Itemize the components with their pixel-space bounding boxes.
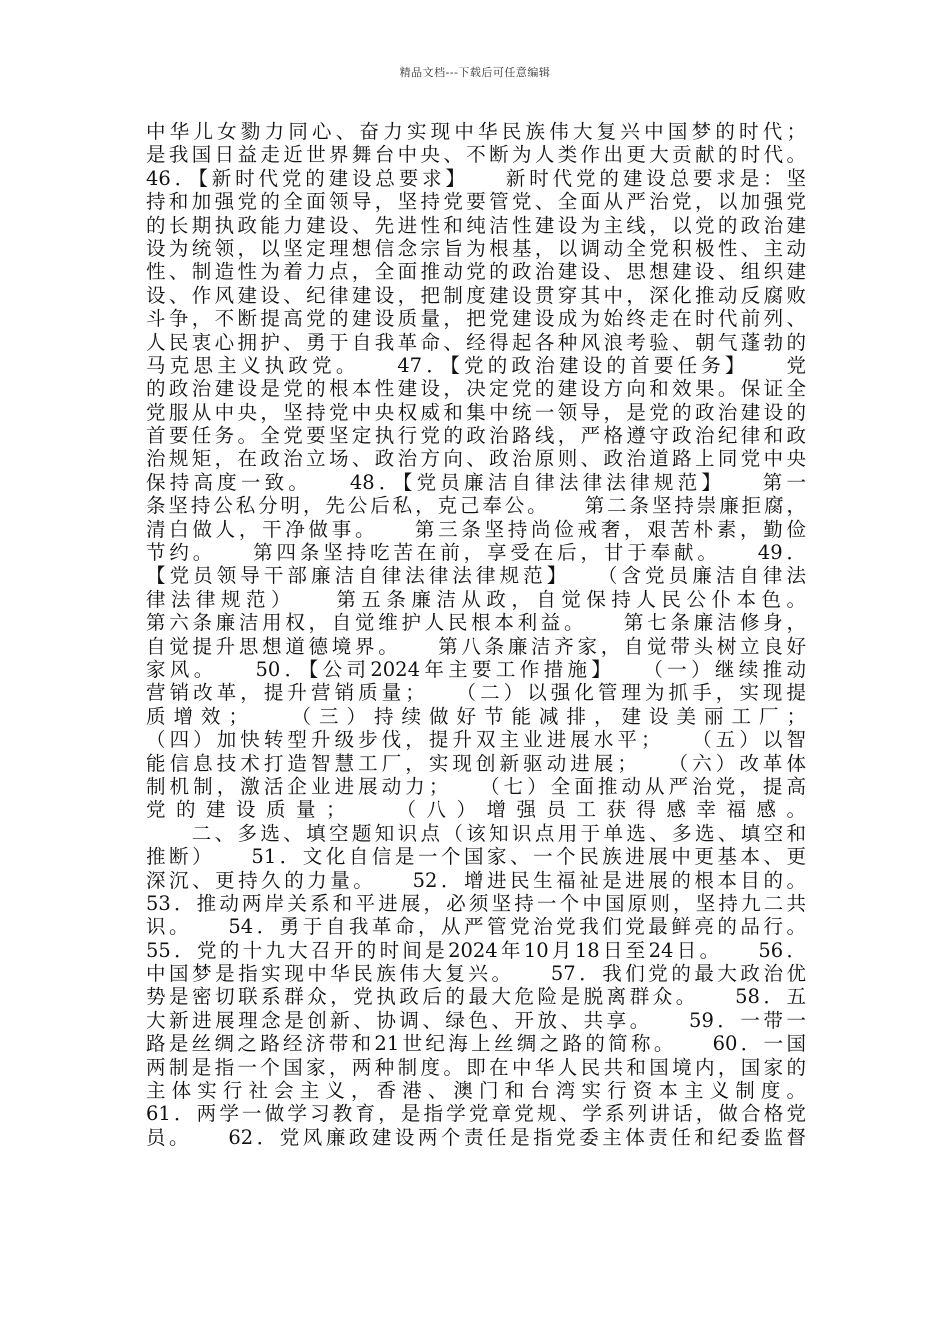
- text-line: 主体实行社会主义，香港、澳门和台湾实行资本主义制度。: [146, 1079, 806, 1103]
- text-line: 中华儿女勠力同心、奋力实现中华民族伟大复兴中国梦的时代；: [146, 120, 806, 143]
- text-line: 是我国日益走近世界舞台中央、不断为人类作出更大贡献的时代。: [146, 143, 806, 167]
- text-line: 设、作风建设、纪律建设，把制度建设贯穿其中，深化推动反腐败: [146, 283, 806, 307]
- text-line: 营销改革，提升营销质量； （二）以强化管理为抓手，实现提: [146, 681, 806, 705]
- text-line: 党的建设质量； （八）增强员工获得感幸福感。: [146, 798, 806, 822]
- text-line: 党服从中央，坚持党中央权威和集中统一领导，是党的政治建设的: [146, 400, 806, 424]
- text-line: 人民衷心拥护、勇于自我革命、经得起各种风浪考验、朝气蓬勃的: [146, 330, 806, 354]
- text-line: 制机制，激活企业进展动力； （七）全面推动从严治党，提高: [146, 774, 806, 798]
- text-line: 55．党的十九大召开的时间是2024年10月18日至24日。 56．: [146, 938, 806, 962]
- text-line: 持和加强党的全面领导，坚持党要管党、全面从严治党，以加强党: [146, 190, 806, 214]
- text-line: 家风。 50．【公司2024年主要工作措施】 （一）继续推动: [146, 657, 806, 681]
- text-line: 二、多选、填空题知识点（该知识点用于单选、多选、填空和: [146, 821, 806, 845]
- text-line: 第六条廉洁用权，自觉维护人民根本利益。 第七条廉洁修身，: [146, 611, 806, 635]
- text-line: 深沉、更持久的力量。 52．增进民生福祉是进展的根本目的。: [146, 868, 806, 892]
- text-line: 两制是指一个国家，两种制度。即在中华人民共和国境内，国家的: [146, 1055, 806, 1079]
- text-line: 节约。 第四条坚持吃苦在前，享受在后，甘于奉献。 49．: [146, 541, 806, 565]
- text-line: 员。 62．党风廉政建设两个责任是指党委主体责任和纪委监督: [146, 1125, 806, 1149]
- text-line: 治规矩，在政治立场、政治方向、政治原则、政治道路上同党中央: [146, 447, 806, 471]
- text-line: 清白做人，干净做事。 第三条坚持尚俭戒奢，艰苦朴素，勤俭: [146, 517, 806, 541]
- text-line: 律法律规范） 第五条廉洁从政，自觉保持人民公仆本色。: [146, 587, 806, 611]
- text-line: 性、制造性为着力点，全面推动党的政治建设、思想建设、组织建: [146, 260, 806, 284]
- text-line: 大新进展理念是创新、协调、绿色、开放、共享。 59．一带一: [146, 1008, 806, 1032]
- text-line: 推断） 51．文化自信是一个国家、一个民族进展中更基本、更: [146, 845, 806, 869]
- page-header: 精品文档---下载后可任意编辑: [399, 66, 551, 79]
- text-line: 斗争，不断提高党的建设质量，把党建设成为始终走在时代前列、: [146, 307, 806, 331]
- text-line: 条坚持公私分明，先公后私，克己奉公。 第二条坚持崇廉拒腐，: [146, 494, 806, 518]
- text-line: （四）加快转型升级步伐，提升双主业进展水平； （五）以智: [146, 728, 806, 752]
- text-line: 设为统领，以坚定理想信念宗旨为根基，以调动全党积极性、主动: [146, 236, 806, 260]
- text-line: 的长期执政能力建设、先进性和纯洁性建设为主线，以党的政治建: [146, 213, 806, 237]
- text-line: 识。 54．勇于自我革命，从严管党治党我们党最鲜亮的品行。: [146, 915, 806, 939]
- text-line: 势是密切联系群众，党执政后的最大危险是脱离群众。 58．五: [146, 985, 806, 1009]
- text-line: 自觉提升思想道德境界。 第八条廉洁齐家，自觉带头树立良好: [146, 634, 806, 658]
- text-line: 马克思主义执政党。 47．【党的政治建设的首要任务】 党: [146, 353, 806, 377]
- text-line: 质增效； （三）持续做好节能减排，建设美丽工厂；: [146, 704, 806, 728]
- text-line: 路是丝绸之路经济带和21世纪海上丝绸之路的简称。 60．一国: [146, 1032, 806, 1056]
- text-line: 保持高度一致。 48．【党员廉洁自律法律法律规范】 第一: [146, 470, 806, 494]
- text-line: 中国梦是指实现中华民族伟大复兴。 57．我们党的最大政治优: [146, 962, 806, 986]
- document-body: [146, 120, 806, 1149]
- text-line: 53．推动两岸关系和平进展，必须坚持一个中国原则，坚持九二共: [146, 891, 806, 915]
- text-line: 46．【新时代党的建设总要求】 新时代党的建设总要求是：坚: [146, 166, 806, 190]
- text-line: 首要任务。全党要坚定执行党的政治路线，严格遵守政治纪律和政: [146, 424, 806, 448]
- text-line: 61．两学一做学习教育，是指学党章党规、学系列讲话，做合格党: [146, 1102, 806, 1126]
- text-line: 的政治建设是党的根本性建设，决定党的建设方向和效果。保证全: [146, 377, 806, 401]
- text-line: 【党员领导干部廉洁自律法律法律规范】 （含党员廉洁自律法: [146, 564, 806, 588]
- text-line: 能信息技术打造智慧工厂，实现创新驱动进展； （六）改革体: [146, 751, 806, 775]
